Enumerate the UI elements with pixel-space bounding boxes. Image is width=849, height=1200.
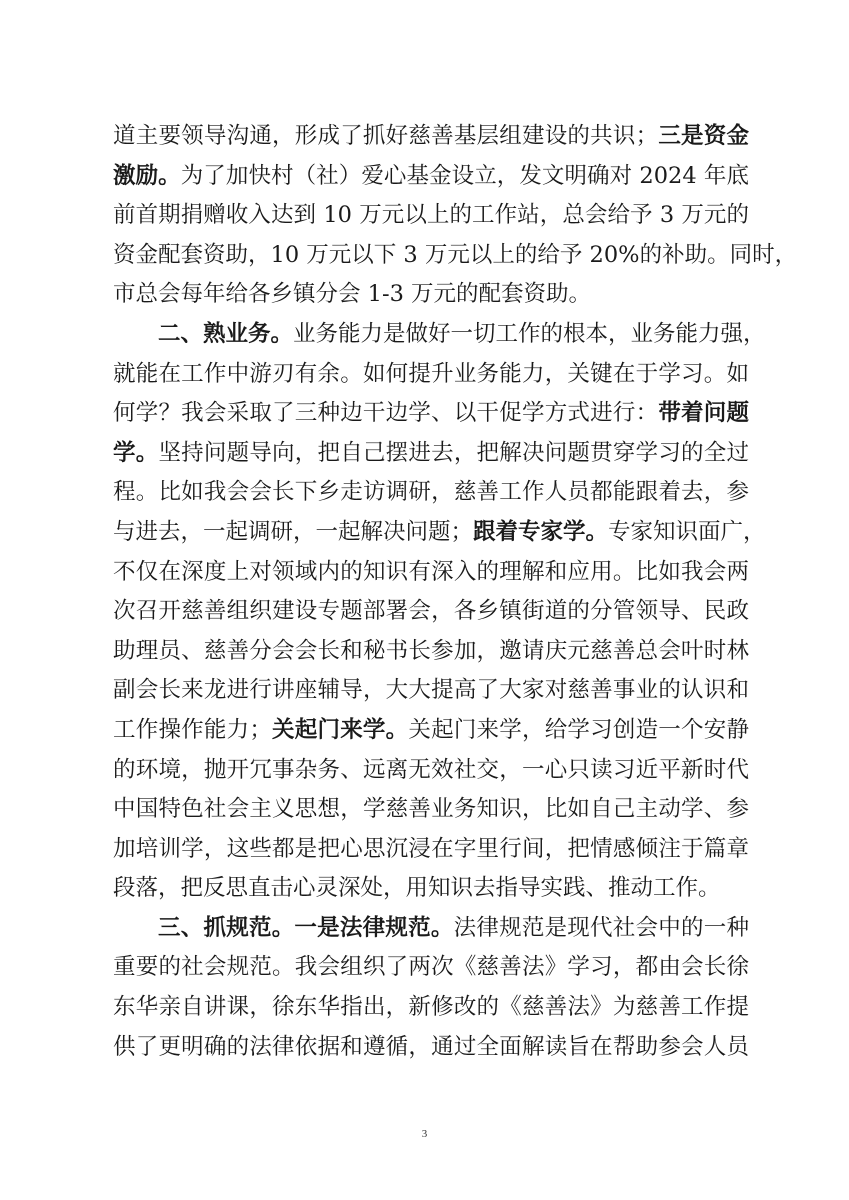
body-text-segment: 次召开慈善组织建设专题部署会，各乡镇街道的分管领导、民政 [113,598,749,625]
body-text-segment: 重要的社会规范。我会组织了两次《慈善法》学习，都由会长徐 [113,954,749,981]
text-line [113,513,766,553]
text-line [113,671,749,711]
body-text-segment: 关起门来学，给学习创造一个安静 [408,716,749,743]
text-line [113,315,766,355]
body-text-segment: 为了加快村（社）爱心基金设立，发文明确对 2024 年底 [180,162,749,189]
body-text-segment: 加培训学，这些都是把心思沉浸在字里行间，把情感倾注于篇章 [113,835,749,862]
text-line [113,196,749,236]
body-text-segment: 段落，把反思直击心灵深处，用知识去指导实践、推动工作。 [113,875,721,902]
body-text-segment: 中国特色社会主义思想，学慈善业务知识，比如自己主动学、参 [113,796,749,823]
text-line [113,711,749,751]
text-line [113,473,749,513]
body-text-segment: 专家知识面广， [608,518,766,545]
text-line [113,394,749,434]
body-text-segment: 不仅在深度上对领域内的知识有深入的理解和应用。比如我会两 [113,558,749,585]
text-line [113,948,749,988]
bold-heading-text: 激励。 [113,162,181,189]
bold-heading-text: 三是资金 [658,123,749,149]
text-line [113,751,749,791]
text-line [113,830,749,870]
bold-heading-text: 二、熟业务。 [158,320,294,347]
text-line [113,1028,749,1068]
page-number: 3 [421,1128,428,1140]
body-text-segment: 法律规范是现代社会中的一种 [453,914,749,941]
text-line [113,236,798,276]
text-line [113,434,749,474]
body-text-segment: 前首期捐赠收入达到 10 万元以上的工作站，总会给予 3 万元的 [113,202,749,229]
body-text-segment: 的环境，抛开冗事杂务、远离无效社交，一心只读习近平新时代 [113,756,749,783]
body-text-segment: 与进去，一起调研，一起解决问题； [113,518,474,545]
text-line [113,592,749,632]
bold-heading-text: 关起门来学。 [271,716,409,743]
text-line [113,553,749,593]
body-text-segment: 供了更明确的法律依据和遵循，通过全面解读旨在帮助参会人员 [113,1033,749,1060]
text-line [113,117,749,157]
text-line [113,355,749,395]
body-text-segment: 市总会每年给各乡镇分会 1-3 万元的配套资助。 [113,281,592,308]
body-text-segment: 资金配套资助，10 万元以下 3 万元以上的给予 20%的补助。同时， [113,241,798,268]
text-line [113,157,749,197]
body-text-segment: 工作操作能力； [113,716,272,743]
body-text-segment: 道主要领导沟通，形成了抓好慈善基层组建设的共识； [113,123,659,149]
body-text-segment: 坚持问题导向，把自己摆进去，把解决问题贯穿学习的全过 [158,439,749,466]
body-text-segment: 副会长来龙进行讲座辅导，大大提高了大家对慈善事业的认识和 [113,677,749,704]
bold-heading-text: 带着问题 [658,400,749,427]
body-text-segment: 程。比如我会会长下乡走访调研，慈善工作人员都能跟着去，参 [113,479,749,506]
text-line [113,632,749,672]
bold-heading-text: 学。 [113,439,159,466]
text-line [113,790,749,830]
bold-heading-text: 跟着专家学。 [473,518,609,545]
body-text-segment: 业务能力是做好一切工作的根本，业务能力强， [293,320,766,347]
text-line [113,988,749,1028]
body-text-segment: 助理员、慈善分会会长和秘书长参加，邀请庆元慈善总会叶时林 [113,637,749,664]
bold-heading-text: 三、抓规范。一是法律规范。 [158,914,454,941]
text-line [113,909,749,949]
text-line [113,275,749,315]
body-text-segment: 就能在工作中游刃有余。如何提升业务能力，关键在于学习。如 [113,360,749,387]
body-text [113,117,798,1067]
text-line [113,869,749,909]
body-text-segment: 何学？我会采取了三种边干边学、以干促学方式进行： [113,400,659,427]
body-text-segment: 东华亲自讲课，徐东华指出，新修改的《慈善法》为慈善工作提 [113,994,749,1021]
